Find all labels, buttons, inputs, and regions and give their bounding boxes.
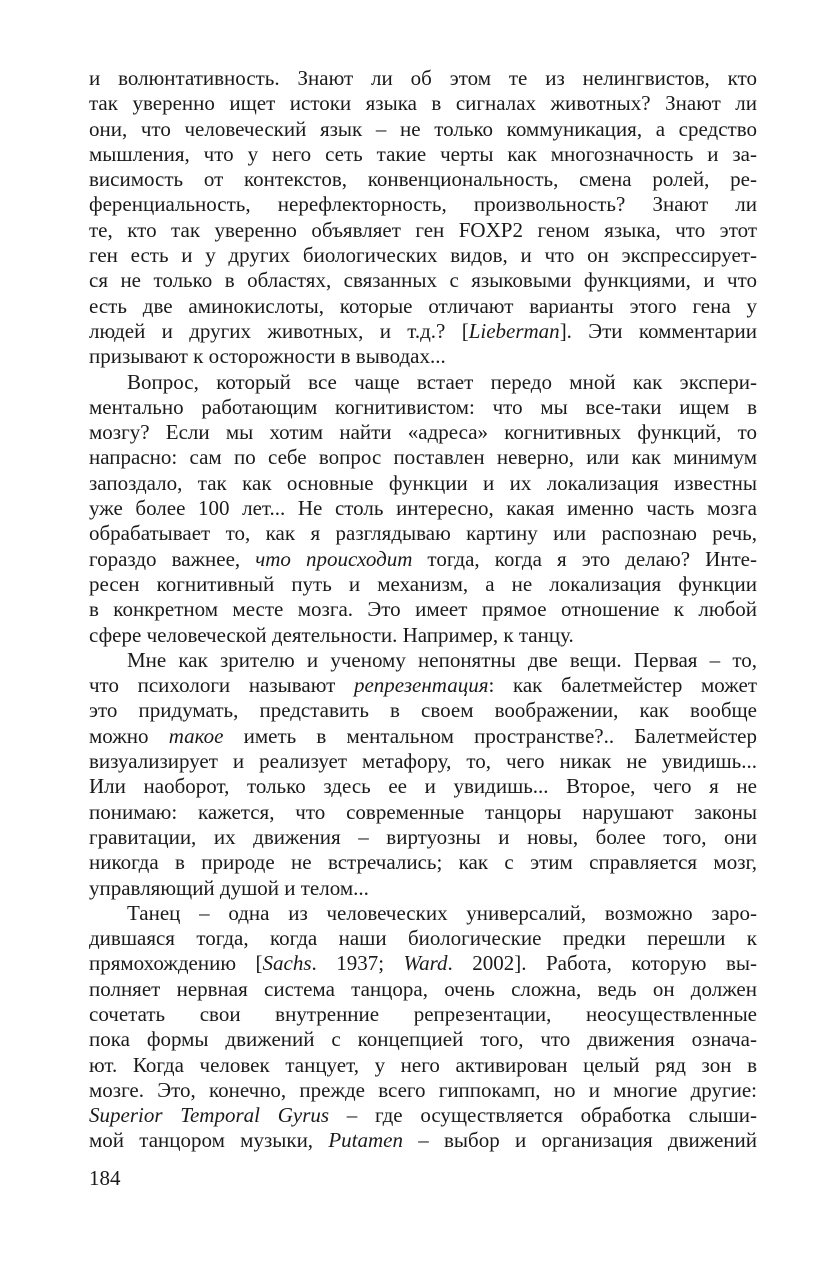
text-run: ментально работающим когнитивистом: что мы все-таки ищем в: [89, 394, 757, 419]
text-run: ген есть и у других биологических видов, и что он экспрессирует-: [89, 243, 757, 268]
text-line: [89, 471, 757, 496]
text-run: мозгу? Если мы хотим найти «адреса» когнитивных функций, то: [89, 420, 757, 445]
text-run: обрабатывает то, как я разглядываю картину или распознаю речь,: [89, 521, 757, 546]
text-run: иметь в ментальном пространстве?.. Балетмейстер: [223, 723, 757, 748]
text-line: [89, 698, 757, 723]
text-run: сочетать свои внутренние репрезентации, неосуществленные: [89, 1001, 757, 1026]
text-run: ]. Эти комментарии: [559, 318, 757, 343]
text-run: Танец – одна из человеческих универсалий, возможно заро-: [127, 900, 757, 925]
text-run: можно: [89, 723, 169, 748]
text-run: – выбор и организация движений: [402, 1128, 757, 1153]
page-body: [89, 66, 757, 1154]
text-run: прямохождению [: [89, 951, 263, 976]
text-line: [89, 1103, 757, 1128]
text-line: [89, 218, 757, 243]
text-line: [89, 547, 757, 572]
text-run: гораздо важнее,: [89, 546, 256, 571]
text-run: мышления, что у него сеть такие черты как многозначность и за-: [89, 141, 757, 166]
text-run: есть две аминокислоты, которые отличают варианты этого гена у: [89, 293, 757, 318]
text-run: так уверенно ищет истоки языка в сигналах животных? Знают ли: [89, 91, 757, 116]
text-line: [89, 648, 757, 673]
text-run: Мне как зрителю и ученому непонятны две вещи. Первая – то,: [127, 647, 757, 672]
text-run: никогда в природе не встречались; как с этим справляется мозг,: [89, 850, 757, 875]
text-run: напрасно: сам по себе вопрос поставлен неверно, или как минимум: [89, 445, 757, 470]
text-line: [89, 344, 757, 369]
text-run: Вопрос, который все чаще встает передо мной как экспери-: [127, 369, 757, 394]
text-run: ся не только в областях, связанных с языковыми функциями, и что: [89, 268, 757, 293]
text-run: ресен когнитивный путь и механизм, а не локализация функции: [89, 571, 757, 596]
text-line: [89, 294, 757, 319]
text-run: . 1937;: [311, 951, 404, 976]
text-run: призывают к осторожности в выводах...: [89, 344, 446, 369]
text-line: [89, 825, 757, 850]
page-number: 184: [89, 1166, 121, 1190]
text-line: [89, 749, 757, 774]
italic-text: что происходит: [255, 546, 413, 571]
text-line: [89, 673, 757, 698]
italic-text: Putamen: [328, 1128, 403, 1153]
text-run: мой танцором музыки,: [89, 1128, 329, 1153]
text-line: [89, 521, 757, 546]
text-run: ференциальность, нерефлекторность, произвольность? Знают ли: [89, 192, 757, 217]
text-line: [89, 243, 757, 268]
text-line: [89, 319, 757, 344]
text-run: мозге. Это, конечно, прежде всего гиппокамп, но и многие другие:: [89, 1077, 757, 1102]
text-run: что психологи называют: [89, 673, 354, 698]
italic-text: Lieberman: [468, 318, 560, 343]
text-run: ют. Когда человек танцует, у него активирован целый ряд зон в: [89, 1052, 757, 1077]
text-line: [89, 370, 757, 395]
text-line: [89, 774, 757, 799]
text-line: [89, 91, 757, 116]
text-line: [89, 850, 757, 875]
text-line: [89, 901, 757, 926]
text-run: запоздало, так как основные функции и их локализация известны: [89, 470, 757, 495]
text-run: сфере человеческой деятельности. Например, к танцу.: [89, 622, 574, 647]
text-run: они, что человеческий язык – не только коммуникация, а средство: [89, 116, 757, 141]
italic-text: репрезентация: [353, 673, 489, 698]
text-line: [89, 977, 757, 1002]
text-run: дившаяся тогда, когда наши биологические предки перешли к: [89, 926, 757, 951]
text-line: [89, 926, 757, 951]
text-run: те, кто так уверенно объявляет ген FOXP2 геном языка, что этот: [89, 217, 757, 242]
text-run: визуализирует и реализует метафору, то, чего никак не увидишь...: [89, 749, 757, 774]
text-line: [89, 951, 757, 976]
text-line: [89, 496, 757, 521]
text-line: [89, 445, 757, 470]
italic-text: такое: [168, 723, 224, 748]
text-run: . 2002]. Работа, которую вы-: [447, 951, 757, 976]
text-run: полняет нервная система танцора, очень сложна, ведь он должен: [89, 976, 757, 1001]
text-line: [89, 1002, 757, 1027]
text-line: [89, 724, 757, 749]
text-line: [89, 192, 757, 217]
text-run: в конкретном месте мозга. Это имеет прямое отношение к любой: [89, 597, 757, 622]
text-run: – где осуществляется обработка слыши-: [329, 1103, 757, 1128]
text-run: уже более 100 лет... Не столь интересно, какая именно часть мозга: [89, 496, 757, 521]
text-run: это придумать, представить в своем воображении, как вообще: [89, 698, 757, 723]
text-line: [89, 876, 757, 901]
text-run: Или наоборот, только здесь ее и увидишь... Второе, чего я не: [89, 774, 757, 799]
text-line: [89, 167, 757, 192]
text-run: управляющий душой и телом...: [89, 875, 369, 900]
text-line: [89, 623, 757, 648]
text-run: и волюнтативность. Знают ли об этом те из нелингвистов, кто: [89, 66, 757, 90]
text-line: [89, 1128, 757, 1153]
text-line: [89, 142, 757, 167]
text-line: [89, 268, 757, 293]
italic-text: Ward: [403, 951, 448, 976]
text-line: [89, 66, 757, 91]
text-line: [89, 572, 757, 597]
italic-text: Superior Temporal Gyrus: [89, 1103, 330, 1128]
text-line: [89, 420, 757, 445]
text-line: [89, 1027, 757, 1052]
text-line: [89, 1078, 757, 1103]
text-line: [89, 395, 757, 420]
text-run: : как балетмейстер может: [488, 673, 757, 698]
italic-text: Sachs: [262, 951, 312, 976]
text-run: гравитации, их движения – виртуозны и новы, более того, они: [89, 824, 757, 849]
text-run: понимаю: кажется, что современные танцоры нарушают законы: [89, 799, 757, 824]
text-run: пока формы движений с концепцией того, что движения означа-: [89, 1027, 757, 1052]
text-line: [89, 800, 757, 825]
text-run: людей и других животных, и т.д.? [: [89, 318, 469, 343]
text-line: [89, 117, 757, 142]
text-run: висимость от контекстов, конвенциональность, смена ролей, ре-: [89, 167, 757, 192]
text-run: тогда, когда я это делаю? Инте-: [412, 546, 757, 571]
text-line: [89, 1053, 757, 1078]
text-line: [89, 597, 757, 622]
